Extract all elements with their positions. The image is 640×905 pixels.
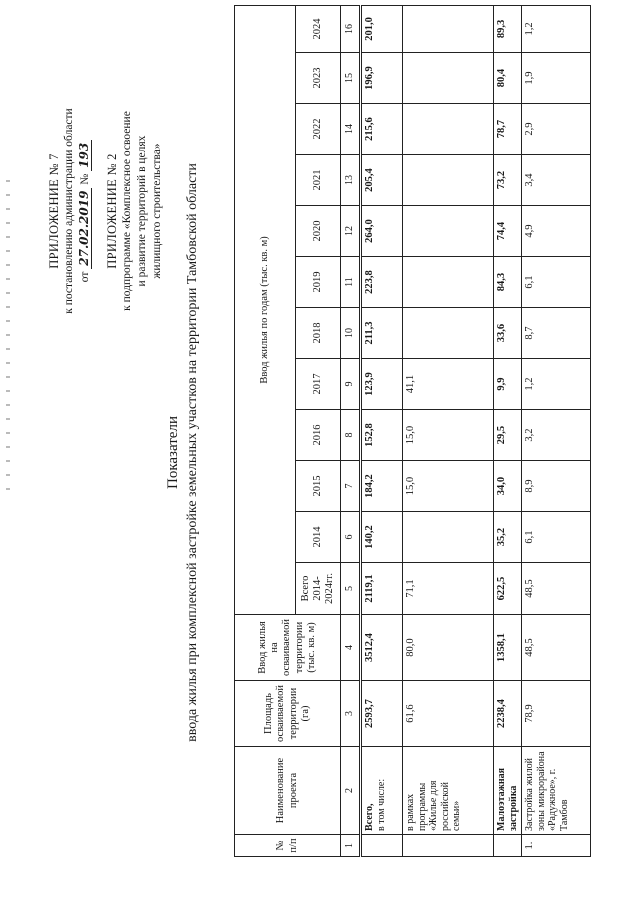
- cell-year: 184,2: [361, 461, 403, 512]
- cell-year: [403, 104, 494, 155]
- cell-year: 41,1: [403, 359, 494, 410]
- cell-input: 1358,1: [494, 615, 522, 681]
- cell-year: 6,1: [522, 257, 591, 308]
- cell-year: 78,7: [494, 104, 522, 155]
- column-number: 7: [341, 461, 361, 512]
- handwritten-number: 193: [77, 140, 92, 171]
- column-number: 6: [341, 512, 361, 563]
- table-row-total: [361, 5, 403, 856]
- cell-year: 1,9: [522, 53, 591, 104]
- cell-year: 2,9: [522, 104, 591, 155]
- column-number: 3: [341, 681, 361, 747]
- column-number: 14: [341, 104, 361, 155]
- header-year: 2019: [296, 257, 341, 308]
- appendix-7-title: ПРИЛОЖЕНИЕ № 7: [47, 153, 61, 269]
- cell-year: 89,3: [494, 5, 522, 52]
- cell-year: 201,0: [361, 5, 403, 52]
- cell-year: 8,9: [522, 461, 591, 512]
- cell-year: 73,2: [494, 155, 522, 206]
- row-name: [361, 747, 403, 835]
- cell-sum: 71,1: [403, 563, 494, 615]
- cell-year: 1,2: [522, 359, 591, 410]
- header-year: 2015: [296, 461, 341, 512]
- column-number: 9: [341, 359, 361, 410]
- subprogram-line-1: к подпрограмме «Комплексное освоение: [121, 111, 134, 311]
- cell-year: 15,0: [403, 410, 494, 461]
- cell-sum: 48,5: [522, 563, 591, 615]
- cell-year: 6,1: [522, 512, 591, 563]
- header-housing-input: Ввод жилья на осваиваемой территории (тыс. кв. м): [235, 615, 341, 681]
- column-number: 8: [341, 410, 361, 461]
- cell-year: [403, 257, 494, 308]
- cell-area: 2593,7: [361, 681, 403, 747]
- row-number: [494, 835, 522, 857]
- cell-year: 34,0: [494, 461, 522, 512]
- document-title: [164, 0, 202, 905]
- column-number: 1: [341, 835, 361, 857]
- decree-line: к постановлению администрации области: [63, 108, 75, 314]
- column-number: 12: [341, 206, 361, 257]
- cell-year: [403, 5, 494, 52]
- date-number-line: [77, 46, 93, 376]
- column-number: 4: [341, 615, 361, 681]
- cell-area: 78,9: [522, 681, 591, 747]
- row-name: Малоэтажная застройка: [494, 747, 522, 835]
- cell-year: 9,9: [494, 359, 522, 410]
- cell-year: 3,4: [522, 155, 591, 206]
- cell-year: 29,5: [494, 410, 522, 461]
- row-number: 1.: [522, 835, 591, 857]
- cell-year: 211,3: [361, 308, 403, 359]
- cell-year: 140,2: [361, 512, 403, 563]
- header-year: 2023: [296, 53, 341, 104]
- cell-year: [403, 206, 494, 257]
- header-project-name: Наименование проекта: [235, 747, 341, 835]
- number-prefix: №: [78, 173, 91, 185]
- column-number: 13: [341, 155, 361, 206]
- row-number: [361, 835, 403, 857]
- cell-year: 264,0: [361, 206, 403, 257]
- row-name-total: Всего,: [364, 803, 375, 831]
- date-prefix: от: [78, 271, 91, 283]
- cell-input: 3512,4: [361, 615, 403, 681]
- header-year: 2020: [296, 206, 341, 257]
- cell-year: 33,6: [494, 308, 522, 359]
- cell-year: [403, 53, 494, 104]
- cell-year: 84,3: [494, 257, 522, 308]
- header-area: Площадь осваиваемой территории (га): [235, 681, 341, 747]
- header-number: № п/п: [235, 835, 341, 857]
- row-name: Застройка жилой зоны микрорайона «Радужное», г. Тамбов: [522, 747, 591, 835]
- column-number: 16: [341, 5, 361, 52]
- cell-year: 3,2: [522, 410, 591, 461]
- cell-sum: 2119,1: [361, 563, 403, 615]
- subprogram-line-3: жилищного строительства»: [150, 143, 163, 279]
- cell-year: 74,4: [494, 206, 522, 257]
- cell-year: 205,4: [361, 155, 403, 206]
- column-number: 5: [341, 563, 361, 615]
- title-line-2: ввода жилья при комплексной застройке земельных участков на территории Тамбовской области: [184, 163, 200, 742]
- header-total-years: Всего 2014-2024гг.: [296, 563, 341, 615]
- cell-year: 223,8: [361, 257, 403, 308]
- cell-sum: 622,5: [494, 563, 522, 615]
- indicators-table: [234, 5, 591, 857]
- row-number: [403, 835, 494, 857]
- header-year: 2024: [296, 5, 341, 52]
- cell-input: 80,0: [403, 615, 494, 681]
- column-number: 10: [341, 308, 361, 359]
- cell-year: 15,0: [403, 461, 494, 512]
- header-years-group: Ввод жилья по годам (тыс. кв. м): [235, 5, 296, 614]
- cell-area: 2238,4: [494, 681, 522, 747]
- row-name: в рамках программы «Жилье для российской семьи»: [403, 747, 494, 835]
- column-number: 2: [341, 747, 361, 835]
- cell-year: 196,9: [361, 53, 403, 104]
- header-year: 2017: [296, 359, 341, 410]
- cell-year: 8,7: [522, 308, 591, 359]
- cell-year: [403, 308, 494, 359]
- subprogram-line-2: и развитие территорий в целях: [136, 135, 149, 287]
- table-row-raduzhnoe: [522, 5, 591, 856]
- cell-year: 80,4: [494, 53, 522, 104]
- cell-year: 215,6: [361, 104, 403, 155]
- header-year: 2018: [296, 308, 341, 359]
- title-line-1: Показатели: [165, 416, 181, 489]
- handwritten-date: 27.02.2019: [77, 188, 92, 269]
- cell-year: 4,9: [522, 206, 591, 257]
- header-year: 2022: [296, 104, 341, 155]
- cell-input: 48,5: [522, 615, 591, 681]
- cell-year: 123,9: [361, 359, 403, 410]
- header-year: 2014: [296, 512, 341, 563]
- column-number: 15: [341, 53, 361, 104]
- column-number: 11: [341, 257, 361, 308]
- cell-year: [403, 155, 494, 206]
- table-row-lowrise: [494, 5, 522, 856]
- header-year: 2021: [296, 155, 341, 206]
- cell-year: 35,2: [494, 512, 522, 563]
- document-header: [46, 46, 165, 376]
- cell-year: 1,2: [522, 5, 591, 52]
- row-name-including: в том числе:: [375, 778, 387, 831]
- cell-year: 152,8: [361, 410, 403, 461]
- header-year: 2016: [296, 410, 341, 461]
- cell-year: [403, 512, 494, 563]
- appendix-2-title: ПРИЛОЖЕНИЕ № 2: [105, 153, 120, 269]
- cell-area: 61,6: [403, 681, 494, 747]
- table-row-program: [403, 5, 494, 856]
